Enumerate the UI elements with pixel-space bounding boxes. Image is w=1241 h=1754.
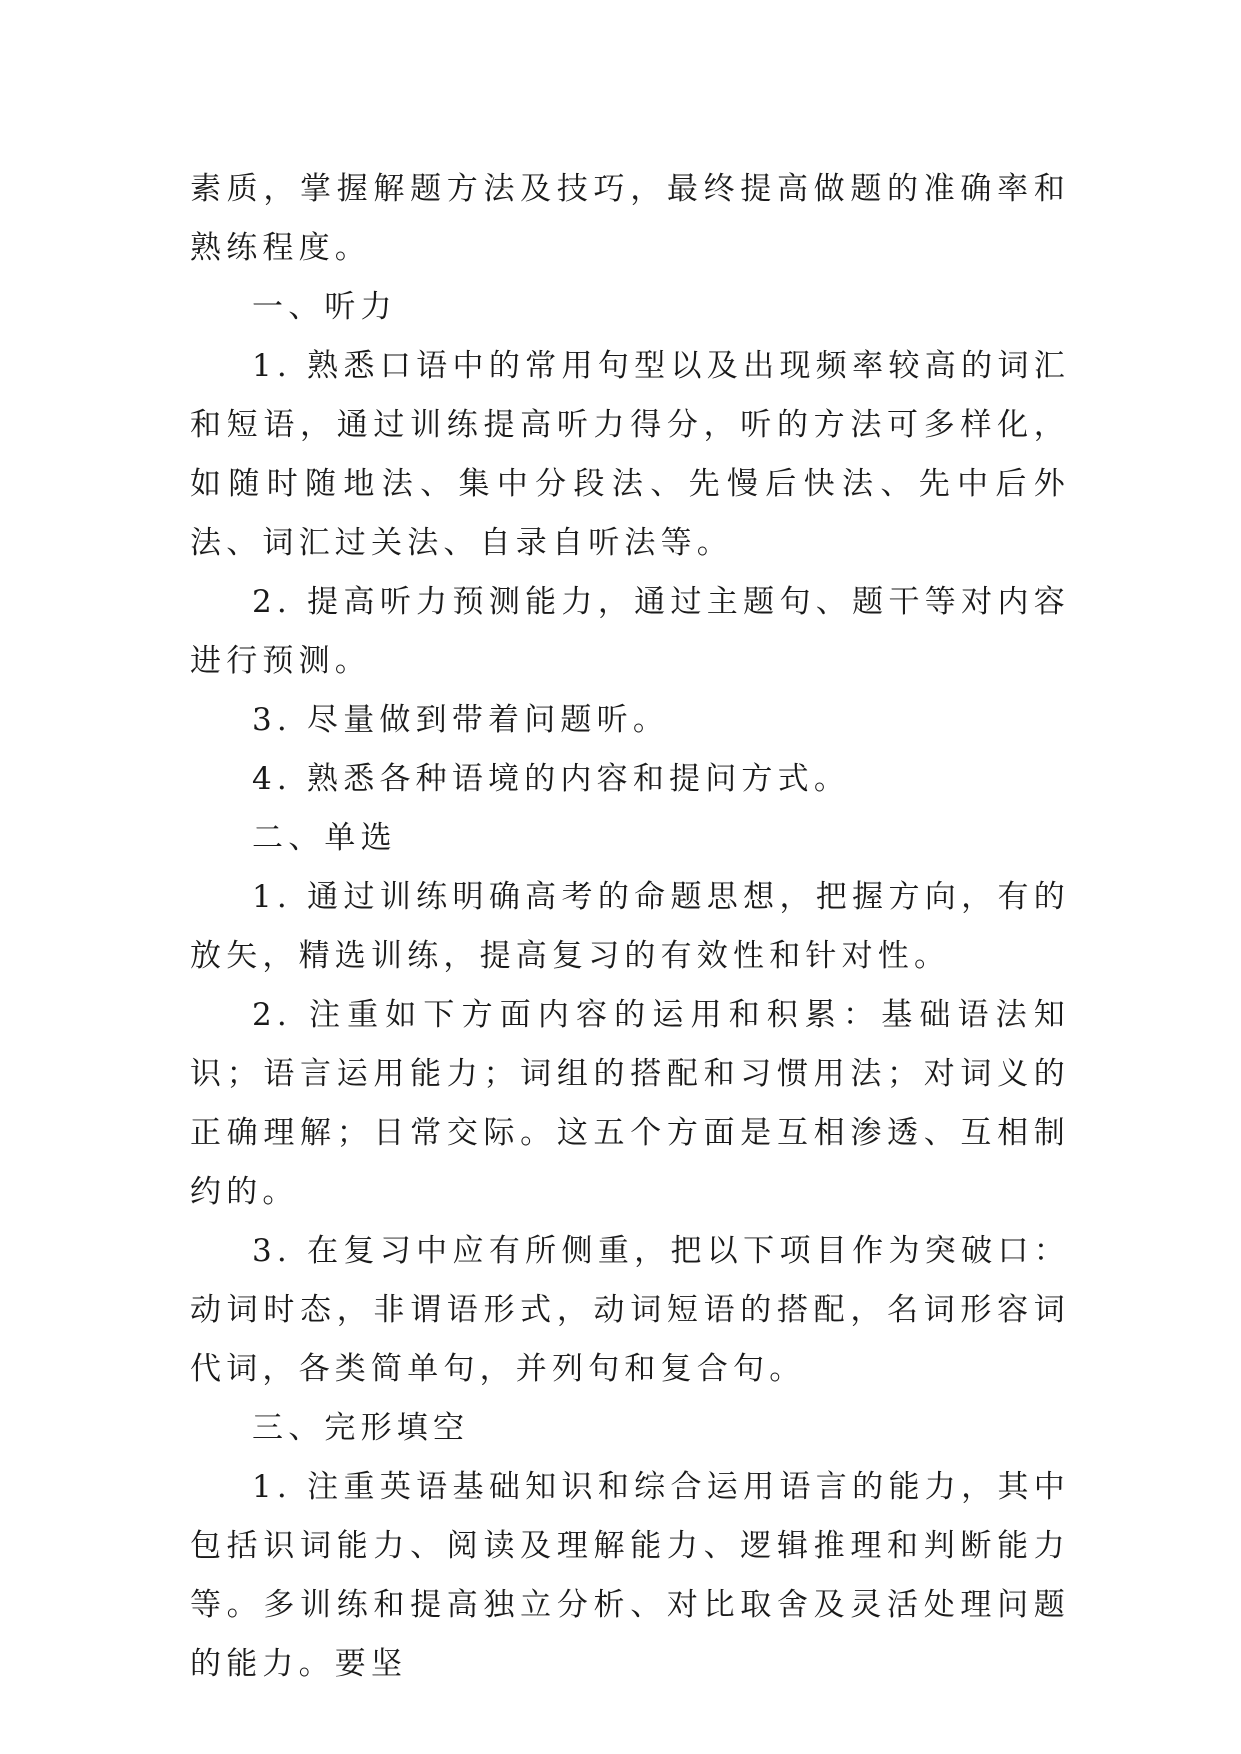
paragraph-listening-4: 4. 熟悉各种语境的内容和提问方式。	[252, 761, 851, 797]
document-body	[190, 160, 1070, 1694]
paragraph-cloze-1: 1. 注重英语基础知识和综合运用语言的能力，其中包括识词能力、阅读及理解能力、逻辑推理和判断能力等。多训练和提高独立分析、对比取舍及灵活处理问题的能力。要坚	[190, 1469, 1070, 1682]
section-heading-cloze: 三、完形填空	[252, 1410, 470, 1446]
section-heading-listening: 一、听力	[252, 289, 397, 325]
paragraph-listening-2: 2. 提高听力预测能力，通过主题句、题干等对内容进行预测。	[190, 584, 1070, 679]
paragraph-single-choice-1: 1. 通过训练明确高考的命题思想，把握方向，有的放矢，精选训练，提高复习的有效性和针对性。	[190, 879, 1070, 974]
paragraph-listening-1: 1. 熟悉口语中的常用句型以及出现频率较高的词汇和短语，通过训练提高听力得分，听的方法可多样化，如随时随地法、集中分段法、先慢后快法、先中后外法、词汇过关法、自录自听法等。	[190, 348, 1070, 561]
paragraph-single-choice-3: 3. 在复习中应有所侧重，把以下项目作为突破口：动词时态，非谓语形式，动词短语的搭配，名词形容词代词，各类简单句，并列句和复合句。	[190, 1233, 1070, 1387]
section-heading-single-choice: 二、单选	[252, 820, 397, 856]
paragraph-single-choice-2: 2. 注重如下方面内容的运用和积累：基础语法知识；语言运用能力；词组的搭配和习惯用法；对词义的正确理解；日常交际。这五个方面是互相渗透、互相制约的。	[190, 997, 1070, 1210]
paragraph-listening-3: 3. 尽量做到带着问题听。	[252, 702, 670, 738]
paragraph-continuation: 素质，掌握解题方法及技巧，最终提高做题的准确率和熟练程度。	[190, 171, 1070, 266]
